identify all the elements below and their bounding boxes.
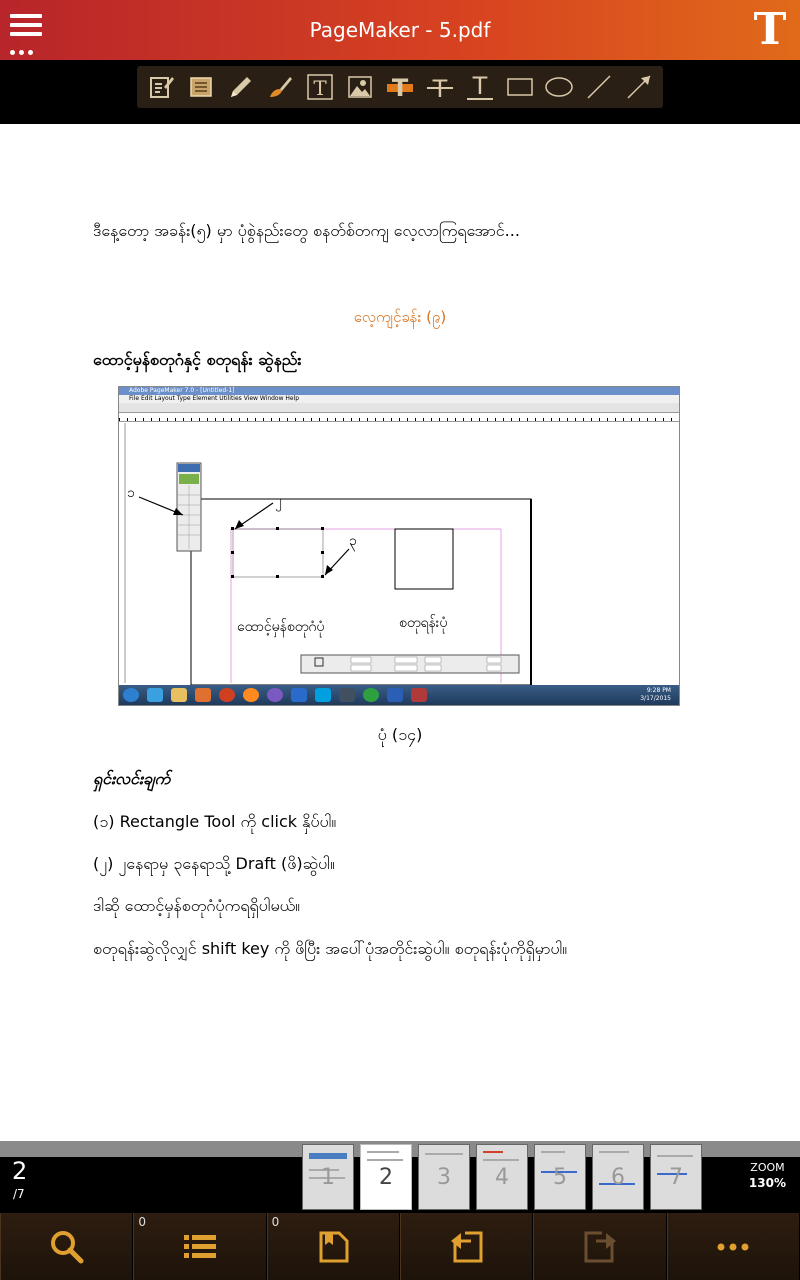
figure-drawing xyxy=(119,387,680,706)
page-thumbnail-7[interactable]: 7 xyxy=(650,1144,702,1210)
figure-caption: ပုံ (၁၄) xyxy=(377,725,423,744)
figure-callout-3: ၃ xyxy=(349,533,357,549)
search-icon xyxy=(47,1227,87,1267)
page-thumbnail-6[interactable]: 6 xyxy=(592,1144,644,1210)
page-thumbnail-4[interactable]: 4 xyxy=(476,1144,528,1210)
bookmark-button[interactable] xyxy=(267,1213,400,1280)
outline-count: 0 xyxy=(138,1215,146,1229)
current-page-number: 2 xyxy=(12,1157,28,1185)
search-button[interactable] xyxy=(0,1213,133,1280)
highlight-text-icon[interactable] xyxy=(383,70,417,104)
page-thumbnail-5[interactable]: 5 xyxy=(534,1144,586,1210)
svg-text:T: T xyxy=(391,74,409,102)
arrow-icon[interactable] xyxy=(622,70,656,104)
back-page-icon xyxy=(447,1227,487,1267)
forward-button[interactable] xyxy=(533,1213,666,1280)
page-thumbnail-1[interactable]: 1 xyxy=(302,1144,354,1210)
figure-menu-bar: File Edit Layout Type Element Utilities View Window Help xyxy=(119,395,679,403)
title-bar xyxy=(0,0,800,60)
page-thumbnail-3[interactable]: 3 xyxy=(418,1144,470,1210)
section-title: ထောင့်မှန်စတုဂံနှင့် စတုရန်း ဆွဲနည်း xyxy=(93,350,302,369)
figure-callout-2: ၂ xyxy=(275,493,282,509)
line-icon[interactable] xyxy=(582,70,616,104)
svg-text:T: T xyxy=(472,72,488,100)
pencil-icon[interactable] xyxy=(224,70,258,104)
figure-screenshot xyxy=(118,386,680,706)
ellipse-icon[interactable] xyxy=(542,70,576,104)
page-thumbnail-bar xyxy=(0,1141,800,1213)
figure-callout-1: ၁ xyxy=(127,485,135,501)
total-pages: /7 xyxy=(13,1187,25,1201)
figure-taskbar xyxy=(119,685,679,705)
bottom-action-bar xyxy=(0,1213,800,1280)
figure-clock: 9:28 PM 3/17/2015 xyxy=(640,687,671,702)
step-1-text: (၁) Rectangle Tool ကို click နှိပ်ပါ။ xyxy=(93,812,337,831)
image-icon[interactable] xyxy=(343,70,377,104)
figure-square-label: စတုရန်းပုံ xyxy=(399,615,448,631)
document-page[interactable] xyxy=(0,124,800,1141)
lesson-heading: လေ့ကျင့်ခန်း (၉) xyxy=(353,308,447,326)
annotation-toolbar-area xyxy=(0,60,800,124)
list-icon xyxy=(180,1227,220,1267)
bookmark-count: 0 xyxy=(271,1215,280,1229)
highlight-note-icon[interactable] xyxy=(184,70,218,104)
svg-text:T: T xyxy=(313,76,327,100)
note-tool-icon[interactable] xyxy=(144,70,178,104)
explanation-title: ရှင်းလင်းချက် xyxy=(93,769,171,788)
more-icon xyxy=(713,1227,753,1267)
svg-text:T: T xyxy=(432,75,448,102)
forward-page-icon xyxy=(580,1227,620,1267)
text-box-icon[interactable] xyxy=(303,70,337,104)
step-3-text: ဒါဆို ထောင့်မှန်စတုဂံပုံကရရှိပါမယ်။ xyxy=(93,896,300,915)
outline-button[interactable] xyxy=(133,1213,266,1280)
more-button[interactable] xyxy=(667,1213,800,1280)
figure-window-title: Adobe PageMaker 7.0 - [Untitled-1] xyxy=(119,387,679,395)
document-title: PageMaker - 5.pdf xyxy=(309,18,491,42)
underline-text-icon[interactable] xyxy=(463,70,497,104)
page-thumbnail-2[interactable]: 2 xyxy=(360,1144,412,1210)
step-4-text: စတုရန်းဆွဲလိုလျှင် shift key ကို ဖိပြီး အပေါ်ပုံအတိုင်းဆွဲပါ။ စတုရန်းပုံကိုရှိမှာပါ။ xyxy=(93,939,568,958)
brush-icon[interactable] xyxy=(263,70,297,104)
figure-rect-label: ထောင့်မှန်စတုဂံပုံ xyxy=(237,619,325,635)
step-2-text: (၂) ၂နေရာမှ ၃နေရာသို့ Draft (ဖိ)ဆွဲပါ။ xyxy=(93,854,335,873)
bookmark-icon xyxy=(313,1227,353,1267)
annotation-toolbar xyxy=(137,66,663,108)
back-button[interactable] xyxy=(400,1213,533,1280)
strikeout-text-icon[interactable] xyxy=(423,70,457,104)
text-format-button[interactable]: T xyxy=(753,4,787,55)
intro-text: ဒီနေ့တော့ အခန်း(၅) မှာ ပုံစွဲနည်းတွေ စနတ်စ်တကျ လေ့လာကြရအောင်... xyxy=(93,221,520,240)
zoom-indicator[interactable]: ZOOM 130% xyxy=(748,1161,786,1190)
rectangle-icon[interactable] xyxy=(503,70,537,104)
